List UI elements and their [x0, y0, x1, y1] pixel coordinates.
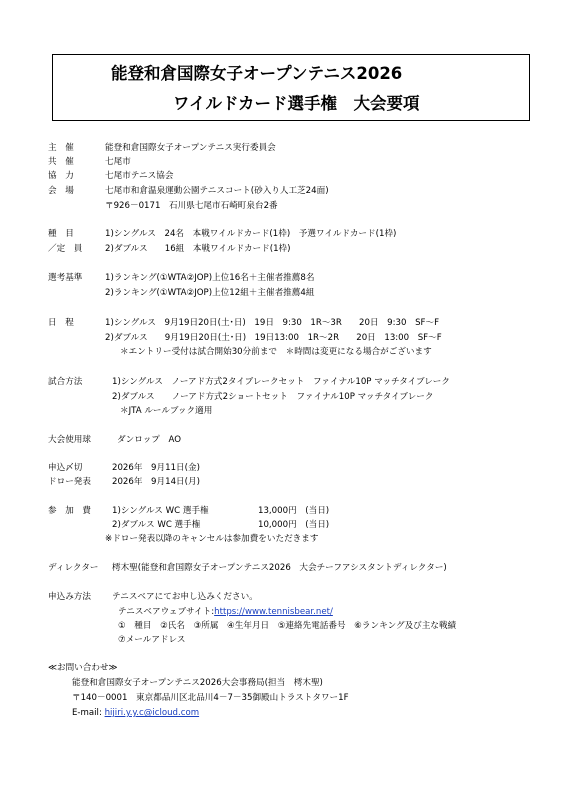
venue-value: 七尾市和倉温泉運動公園テニスコート(砂入り人工芝24面)	[105, 186, 329, 196]
selection-line-1: 1)ランキング(①WTA②JOP)上位16名＋主催者推薦8名	[105, 273, 315, 283]
format-note: ＊JTA ルールブック適用	[120, 406, 213, 416]
application-label: 申込み方法	[48, 592, 91, 602]
deadline-label: 申込〆切	[48, 463, 83, 473]
events-doubles: 2)ダブルス 16組 本戦ワイルドカード(1枠)	[105, 244, 291, 254]
contact-heading: ≪お問い合わせ≫	[48, 663, 118, 673]
email-label: E-mail:	[72, 708, 102, 718]
application-site	[118, 607, 333, 618]
fee-label: 参 加 費	[48, 506, 91, 516]
fee-doubles-price: 10,000円 (当日)	[258, 520, 330, 530]
format-singles: 1)シングルス ノーアド方式2タイブレークセット ファイナル10P マッチタイブレーク	[112, 377, 450, 387]
events-singles: 1)シングルス 24名 本戦ワイルドカード(1枠) 予選ワイルドカード(1枠)	[105, 229, 397, 239]
application-line-1: テニスベアにてお申し込みください。	[112, 592, 258, 602]
cohost-value: 七尾市	[105, 157, 131, 167]
fee-singles-price: 13,000円 (当日)	[258, 506, 330, 516]
events-label-2: ／定 員	[48, 244, 83, 254]
draw-label: ドロー発表	[48, 477, 91, 487]
director-label: ディレクター	[48, 563, 99, 573]
schedule-singles: 1)シングルス 9月19日20日(土･日) 19日 9:30 1R～3R 20日 9:30 SF～F	[105, 318, 440, 328]
tennisbear-link[interactable]: https://www.tennisbear.net/	[214, 607, 333, 617]
site-label: テニスベアウェブサイト:	[118, 607, 215, 617]
title-line-1: 能登和倉国際女子オープンテニス2026	[111, 64, 403, 83]
draw-value: 2026年 9月14日(月)	[112, 477, 200, 487]
venue-address: 〒926－0171 石川県七尾市石崎町泉台2番	[105, 201, 278, 211]
format-doubles: 2)ダブルス ノーアド方式2ショートセット ファイナル10P マッチタイブレーク	[112, 392, 434, 402]
schedule-note: ＊エントリー受付は試合開始30分前まで ＊時間は変更になる場合がございます	[120, 347, 432, 357]
fee-singles: 1)シングルス WC 選手権	[112, 506, 209, 516]
schedule-doubles: 2)ダブルス 9月19日20日(土･日) 19日13:00 1R～2R 20日 13:00 SF～F	[105, 333, 442, 343]
title-box	[52, 54, 530, 121]
director-value: 樗木聖(能登和倉国際女子オープンテニス2026 大会チーフアシスタントディレクター)	[112, 563, 447, 573]
fee-note: ※ドロー発表以降のキャンセルは参加費をいただきます	[105, 534, 319, 544]
ball-value: ダンロップ AO	[117, 435, 181, 445]
fee-doubles: 2)ダブルス WC 選手権	[112, 520, 201, 530]
support-label: 協 力	[48, 171, 74, 181]
contact-email-link[interactable]: hijiri.y.y.c@icloud.com	[104, 708, 200, 718]
cohost-label: 共 催	[48, 157, 74, 167]
support-value: 七尾市テニス協会	[105, 171, 174, 181]
selection-label: 選考基準	[48, 273, 83, 283]
format-label: 試合方法	[48, 377, 83, 387]
venue-label: 会 場	[48, 186, 74, 196]
deadline-value: 2026年 9月11日(金)	[112, 463, 200, 473]
ball-label: 大会使用球	[48, 435, 91, 445]
events-label-1: 種 目	[48, 229, 74, 239]
title-line-2: ワイルドカード選手権 大会要項	[173, 94, 420, 113]
host-label: 主 催	[48, 143, 74, 153]
selection-line-2: 2)ランキング(①WTA②JOP)上位12組＋主催者推薦4組	[105, 288, 315, 298]
schedule-label: 日 程	[48, 318, 74, 328]
application-items-1: ① 種目 ②氏名 ③所属 ④生年月日 ⑤連絡先電話番号 ⑥ランキング及び主な戦績	[118, 621, 457, 631]
host-value: 能登和倉国際女子オープンテニス実行委員会	[105, 143, 276, 153]
contact-address: 〒140－0001 東京都品川区北品川4－7－35御殿山トラストタワー1F	[72, 693, 349, 703]
application-items-2: ⑦メールアドレス	[118, 635, 186, 645]
contact-office: 能登和倉国際女子オープンテニス2026大会事務局(担当 樗木聖)	[72, 678, 323, 688]
contact-email-row	[72, 708, 199, 719]
